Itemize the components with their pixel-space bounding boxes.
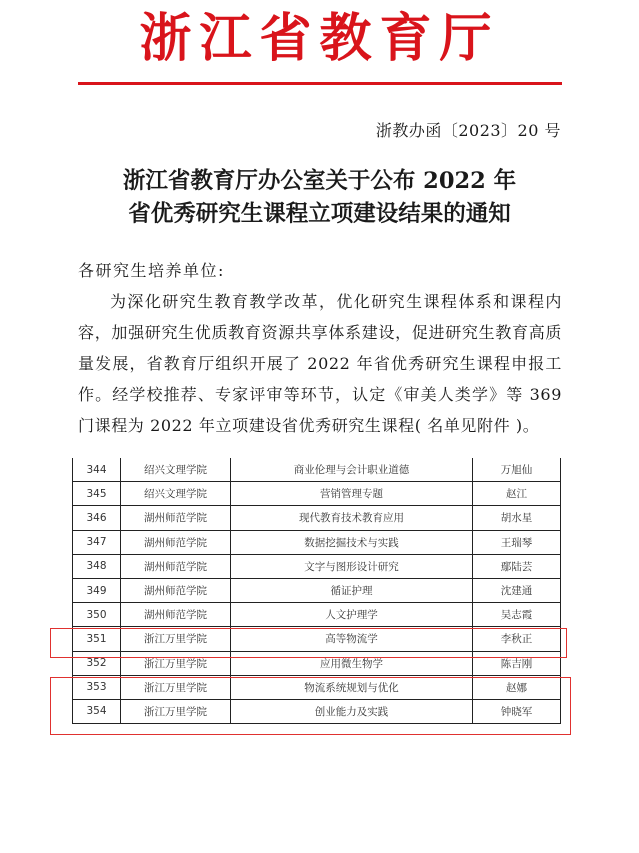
table-cell-no: 346 — [73, 506, 121, 530]
table-cell-teacher: 赵娜 — [473, 675, 561, 699]
table-cell-teacher: 李秋正 — [473, 627, 561, 651]
table-row — [73, 458, 561, 482]
table-cell-course: 高等物流学 — [231, 627, 473, 651]
table-cell-school: 浙江万里学院 — [121, 627, 231, 651]
table-cell-teacher: 吴志霞 — [473, 603, 561, 627]
table-cell-course: 循证护理 — [231, 578, 473, 602]
table-cell-course: 物流系统规划与优化 — [231, 675, 473, 699]
table-cell-no: 349 — [73, 578, 121, 602]
table-cell-no: 353 — [73, 675, 121, 699]
table-cell-school: 绍兴文理学院 — [121, 458, 231, 482]
table-cell-school: 浙江万里学院 — [121, 699, 231, 723]
table-cell-teacher: 万旭仙 — [473, 458, 561, 482]
table-cell-no: 344 — [73, 458, 121, 482]
table-cell-no: 350 — [73, 603, 121, 627]
table-cell-teacher: 陈吉刚 — [473, 651, 561, 675]
document-title-line-2: 省优秀研究生课程立项建设结果的通知 — [128, 201, 511, 227]
table-cell-no: 347 — [73, 530, 121, 554]
table-cell-teacher: 沈建通 — [473, 578, 561, 602]
table-cell-course: 现代教育技术教育应用 — [231, 506, 473, 530]
table-cell-teacher: 钟晓军 — [473, 699, 561, 723]
table-cell-school: 浙江万里学院 — [121, 675, 231, 699]
table-cell-no: 345 — [73, 482, 121, 506]
salutation: 各研究生培养单位: — [78, 261, 225, 280]
table-cell-course: 数据挖掘技术与实践 — [231, 530, 473, 554]
table-cell-course: 应用微生物学 — [231, 651, 473, 675]
table-cell-no: 352 — [73, 651, 121, 675]
table-cell-school: 浙江万里学院 — [121, 651, 231, 675]
table-row — [73, 554, 561, 578]
table-cell-course: 人文护理学 — [231, 603, 473, 627]
document-number: 浙教办函〔2023〕20 号 — [375, 121, 561, 140]
table-row — [73, 530, 561, 554]
table-cell-course: 文字与图形设计研究 — [231, 554, 473, 578]
table-row — [73, 506, 561, 530]
highlight-box-rows-353-354 — [50, 677, 571, 735]
body-paragraph: 为深化研究生教育教学改革，优化研究生课程体系和课程内容，加强研究生优质教育资源共享体系建设，促进研究生教育高质量发展，省教育厅组织开展了 2022 年省优秀研究生课程申报工作。经学校推荐、专家评审等环节，认定《审美人类学》等 369 门课程为 2022 年立项建设省优秀研究生课程( 名单见附件 )。 — [78, 292, 562, 435]
table-cell-teacher: 鄢陆芸 — [473, 554, 561, 578]
table-cell-school: 湖州师范学院 — [121, 578, 231, 602]
table-cell-school: 湖州师范学院 — [121, 603, 231, 627]
table-cell-no: 348 — [73, 554, 121, 578]
table-row — [73, 482, 561, 506]
table-cell-school: 湖州师范学院 — [121, 530, 231, 554]
highlight-box-row-351 — [50, 628, 567, 658]
table-row — [73, 578, 561, 602]
table-cell-course: 创业能力及实践 — [231, 699, 473, 723]
masthead-title: 浙江省教育厅 — [139, 8, 500, 69]
table-cell-no: 354 — [73, 699, 121, 723]
table-cell-teacher: 赵江 — [473, 482, 561, 506]
table-row — [73, 603, 561, 627]
table-cell-course: 商业伦理与会计职业道德 — [231, 458, 473, 482]
table-cell-no: 351 — [73, 627, 121, 651]
table-cell-teacher: 王瑞琴 — [473, 530, 561, 554]
table-cell-teacher: 胡水星 — [473, 506, 561, 530]
table-cell-school: 绍兴文理学院 — [121, 482, 231, 506]
document-title-line-1: 浙江省教育厅办公室关于公布 2022 年 — [122, 168, 517, 194]
masthead-divider — [78, 82, 562, 85]
table-cell-school: 湖州师范学院 — [121, 506, 231, 530]
table-cell-course: 营销管理专题 — [231, 482, 473, 506]
table-cell-school: 湖州师范学院 — [121, 554, 231, 578]
